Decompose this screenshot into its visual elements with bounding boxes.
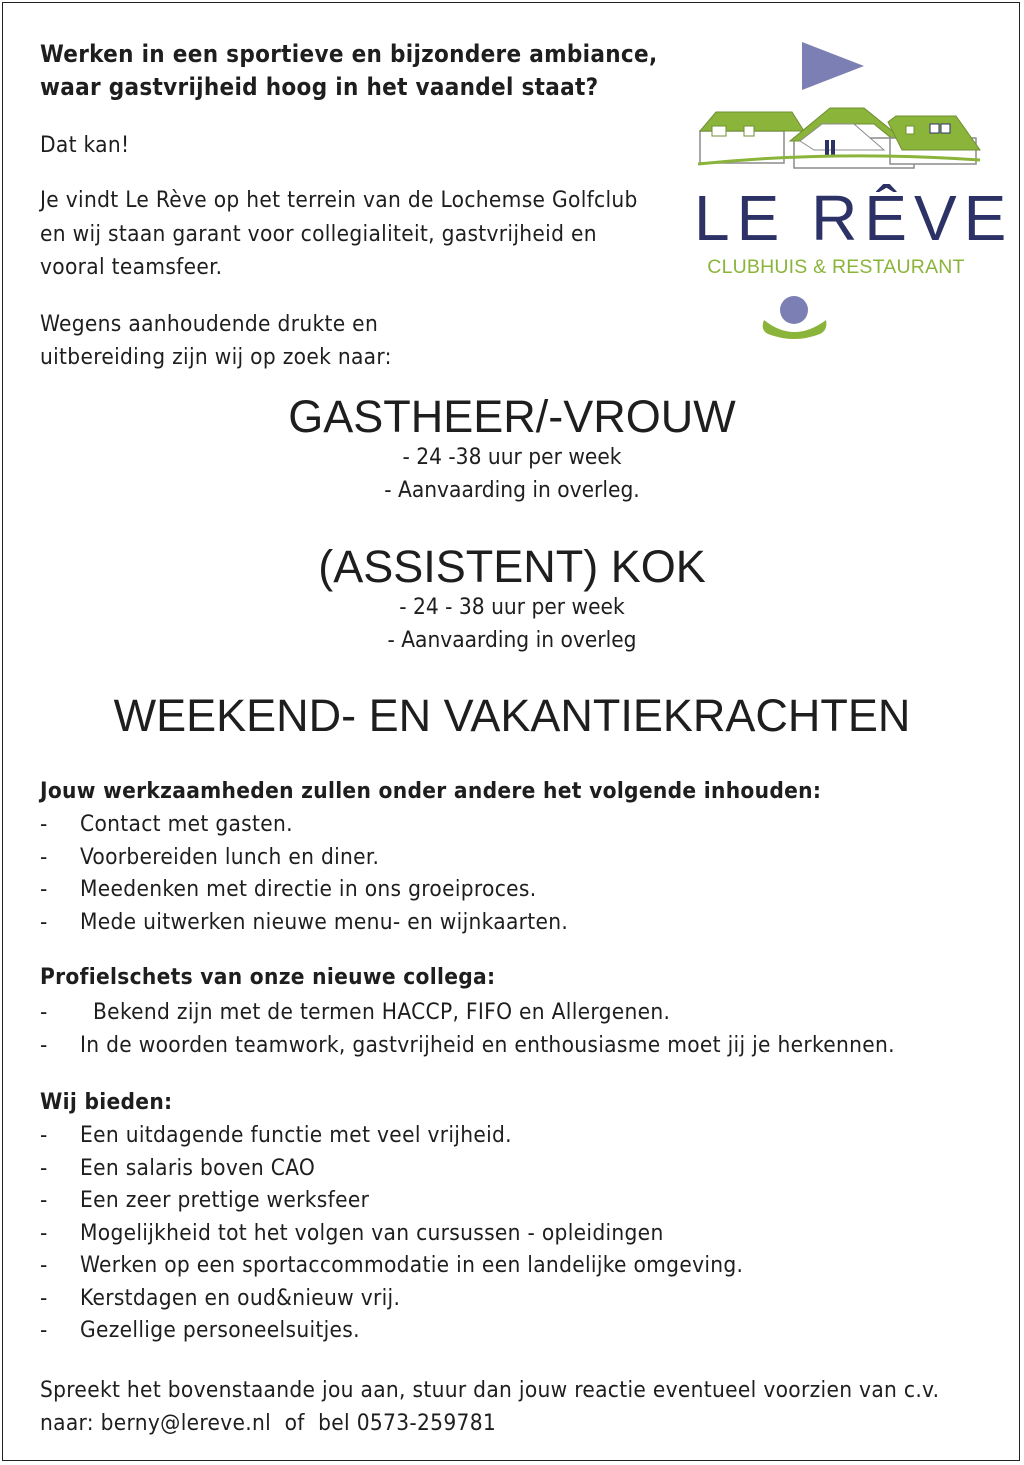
intro-dat-kan: Dat kan! (40, 132, 130, 158)
flag-icon (802, 42, 864, 90)
profile-heading: Profielschets van onze nieuwe collega: (40, 964, 496, 990)
intro-p1-line-1: Je vindt Le Rève op het terrein van de Lochemse Golfclub (40, 187, 638, 213)
logo-tagline: CLUBHUIS & RESTAURANT (707, 256, 965, 278)
email-link[interactable]: berny@lereve.nl (100, 1410, 272, 1436)
contact-line-2: naar: berny@lereve.nl of bel 0573-259781 (40, 1410, 497, 1436)
headline-line-1: Werken in een sportieve en bijzondere ambiance, (40, 40, 658, 68)
phone-number: 0573-259781 (356, 1410, 497, 1436)
vacancy-2-start: - Aanvaarding in overleg (387, 627, 637, 653)
house-left-icon (700, 112, 804, 163)
contact-line-1: Spreekt het bovenstaande jou aan, stuur dan jouw reactie eventueel voorzien van c.v. (40, 1377, 940, 1403)
tasks-heading: Jouw werkzaamheden zullen onder andere het volgende inhouden: (40, 778, 822, 804)
intro-p2-line-1: Wegens aanhoudende drukte en (40, 311, 379, 337)
vacancy-3-title: WEEKEND- EN VAKANTIEKRACHTEN (113, 690, 911, 741)
offer-heading: Wij bieden: (40, 1089, 173, 1115)
vacancy-1-start: - Aanvaarding in overleg. (384, 477, 640, 503)
vacancy-1-title: GASTHEER/-VROUW (288, 391, 736, 442)
vacancy-2-hours: - 24 - 38 uur per week (399, 594, 625, 620)
intro-p2-line-2: uitbereiding zijn wij op zoek naar: (40, 344, 392, 370)
vacancy-1-hours: - 24 -38 uur per week (402, 444, 622, 470)
intro-p1-line-2: en wij staan garant voor collegialiteit, gastvrijheid en (40, 221, 597, 247)
golf-ball-icon (780, 296, 808, 324)
vacancy-2-title: (ASSISTENT) KOK (318, 541, 706, 592)
intro-p1-line-3: vooral teamsfeer. (40, 254, 223, 280)
logo-name: LE RÊVE (694, 182, 1014, 254)
headline-line-2: waar gastvrijheid hoog in het vaandel staat? (40, 73, 599, 101)
